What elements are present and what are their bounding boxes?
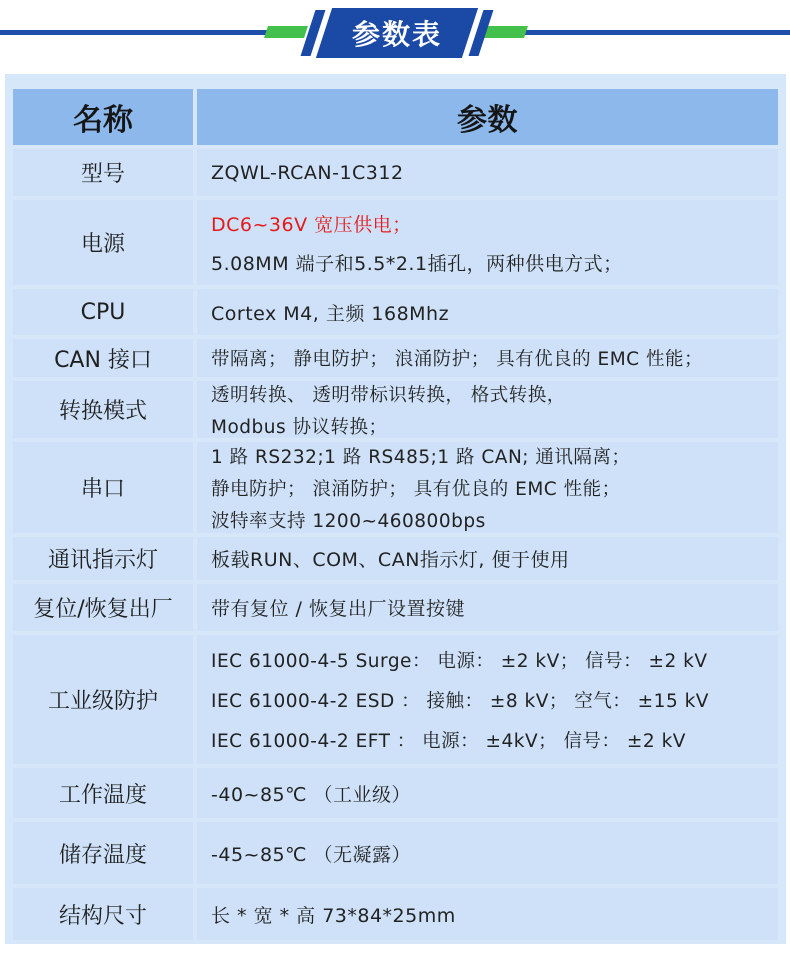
table-row (13, 200, 778, 285)
row-name: 工业级防护 (13, 635, 193, 764)
row-value (197, 200, 778, 285)
value-line: 1 路 RS232;1 路 RS485;1 路 CAN; 通讯隔离； (211, 446, 631, 468)
value-line: 静电防护； 浪涌防护； 具有优良的 EMC 性能； (211, 478, 621, 500)
row-name: 复位/恢复出厂 (13, 584, 193, 631)
value-line: IEC 61000-4-2 ESD ： 接触： ±8 kV； 空气： ±15 kV (211, 690, 709, 712)
value-line: -45~85℃ （无凝露） (211, 843, 412, 866)
row-name: 型号 (13, 149, 193, 196)
spec-table (13, 89, 778, 944)
page-title: 参数表 (351, 18, 442, 51)
title-box (316, 8, 478, 58)
value-line-highlight: DC6~36V 宽压供电； (211, 213, 412, 236)
value-line: 波特率支持 1200~460800bps (211, 510, 486, 532)
value-line: 长 * 宽 * 高 73*84*25mm (211, 904, 456, 927)
row-value (197, 822, 778, 884)
row-name: CPU (13, 289, 193, 335)
row-value (197, 768, 778, 818)
column-header-value: 参数 (197, 89, 778, 145)
spec-panel (5, 74, 786, 944)
row-value (197, 635, 778, 764)
value-line: 板载RUN、COM、CAN指示灯, 便于使用 (211, 549, 570, 571)
table-row (13, 822, 778, 884)
value-line: IEC 61000-4-5 Surge： 电源： ±2 kV； 信号： ±2 kV (211, 650, 708, 672)
table-row (13, 442, 778, 533)
table-row (13, 584, 778, 631)
row-value (197, 584, 778, 631)
title-banner (0, 0, 790, 66)
table-header-row (13, 89, 778, 145)
column-header-name: 名称 (13, 89, 193, 145)
row-name: 工作温度 (13, 768, 193, 818)
value-line: Cortex M4, 主频 168Mhz (211, 302, 450, 325)
value-line: 透明转换、 透明带标识转换， 格式转换， (211, 384, 566, 406)
row-name: CAN 接口 (13, 339, 193, 377)
table-row (13, 339, 778, 377)
table-row (13, 768, 778, 818)
banner-accent-right (484, 26, 528, 38)
value-line: 5.08MM 端子和5.5*2.1插孔，两种供电方式； (211, 252, 623, 275)
banner-line-left (0, 30, 268, 35)
row-value (197, 149, 778, 196)
row-name: 转换模式 (13, 381, 193, 438)
table-row (13, 888, 778, 940)
table-row (13, 289, 778, 335)
row-value (197, 537, 778, 580)
banner-accent-left (264, 26, 308, 38)
banner-line-right (522, 30, 790, 35)
row-value (197, 289, 778, 335)
table-row (13, 537, 778, 580)
table-row (13, 149, 778, 196)
value-line: -40~85℃ （工业级） (211, 783, 412, 806)
value-line: IEC 61000-4-2 EFT ： 电源： ±4kV； 信号： ±2 kV (211, 730, 686, 752)
table-row (13, 381, 778, 438)
row-name: 串口 (13, 442, 193, 533)
row-value (197, 442, 778, 533)
value-line: 带隔离； 静电防护； 浪涌防护； 具有优良的 EMC 性能； (211, 349, 703, 370)
row-name: 电源 (13, 200, 193, 285)
value-line: 带有复位 / 恢复出厂设置按键 (211, 598, 465, 620)
row-value (197, 339, 778, 377)
table-row (13, 635, 778, 764)
row-value (197, 381, 778, 438)
row-name: 储存温度 (13, 822, 193, 884)
row-name: 通讯指示灯 (13, 537, 193, 580)
value-line: ZQWL-RCAN-1C312 (211, 161, 404, 184)
value-line: Modbus 协议转换； (211, 416, 388, 438)
row-name: 结构尺寸 (13, 888, 193, 940)
row-value (197, 888, 778, 940)
